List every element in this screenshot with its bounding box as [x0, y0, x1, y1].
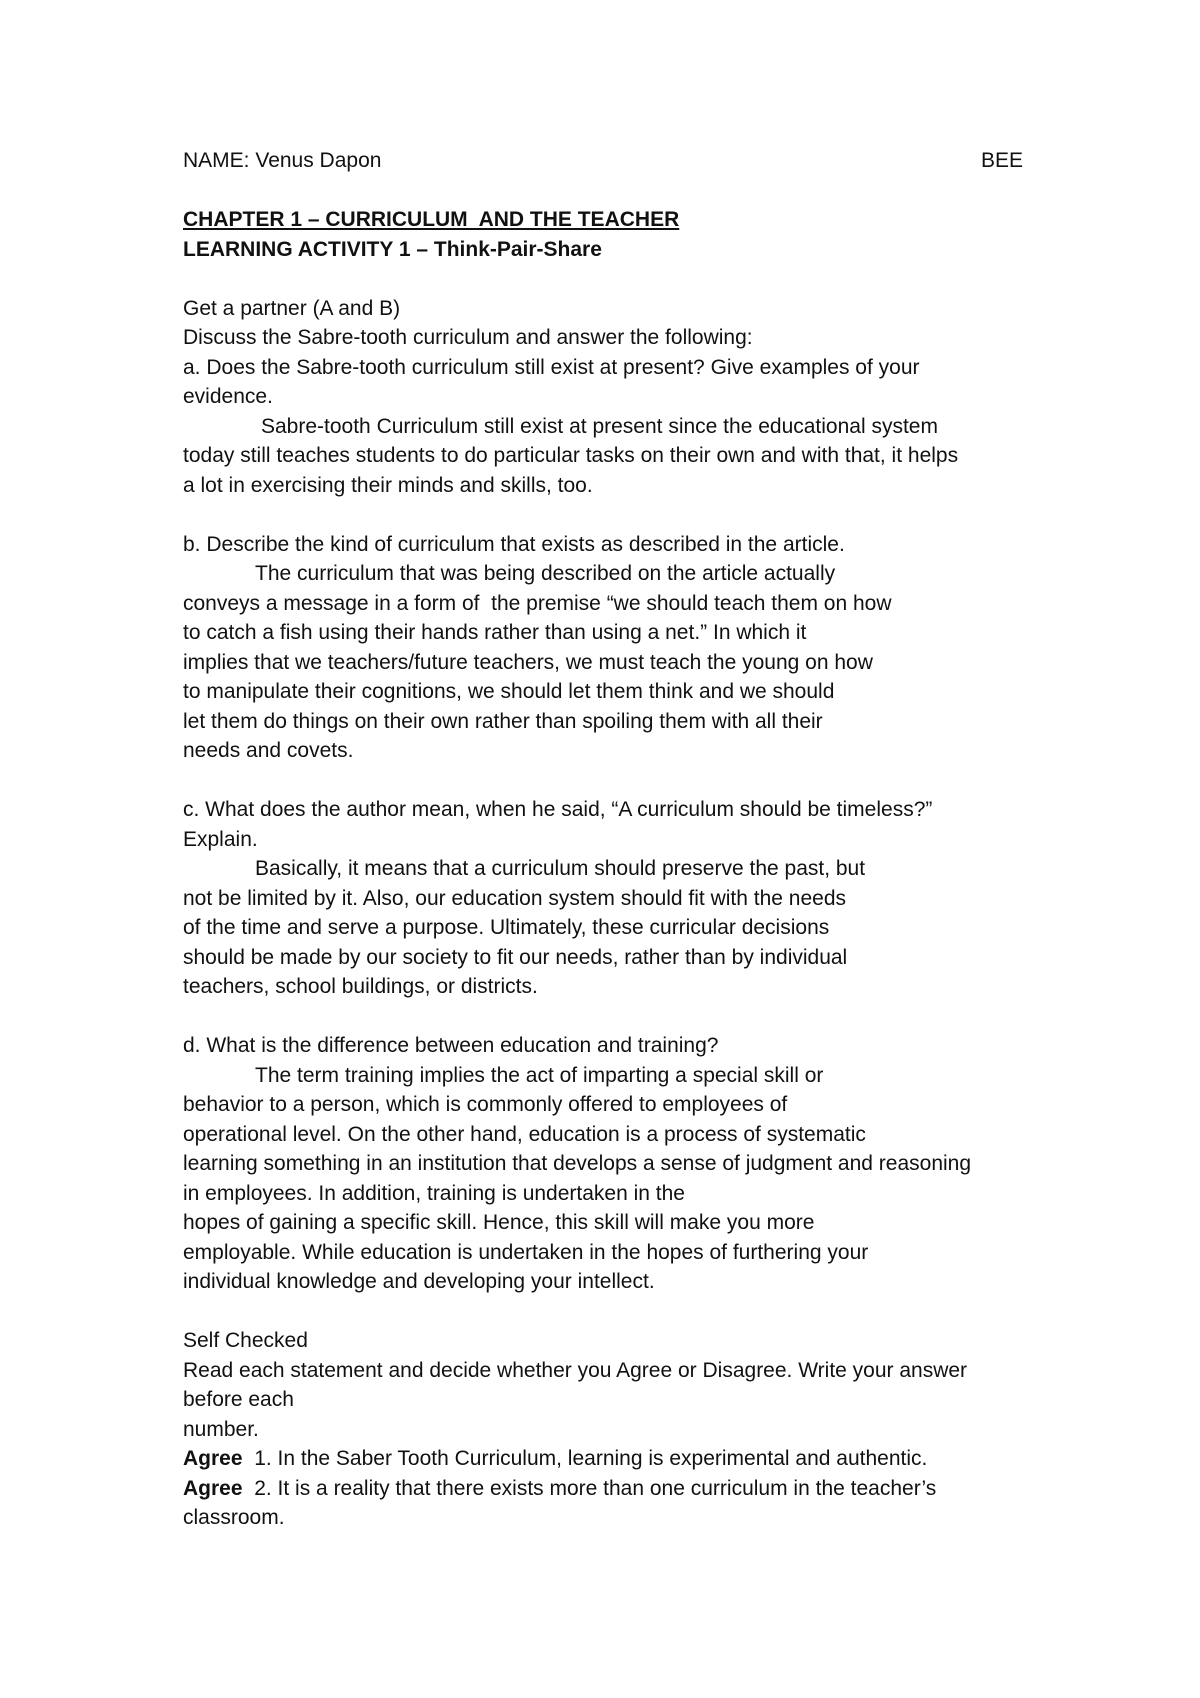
question-line: b. Describe the kind of curriculum that exists as described in the article. [183, 532, 845, 556]
answer-line: Basically, it means that a curriculum should preserve the past, but [255, 857, 866, 880]
instruction-line: before each [183, 1388, 294, 1411]
spacer [183, 766, 1028, 796]
header-row [183, 146, 1023, 176]
document-page [183, 146, 1028, 1533]
spacer [183, 500, 1028, 530]
self-check-item [183, 1444, 1028, 1474]
instruction-line: number. [183, 1417, 259, 1441]
student-name: NAME: Venus Dapon [183, 149, 382, 172]
question-a [183, 353, 1028, 501]
answer-line: conveys a message in a form of the premise “we should teach them on how [183, 591, 892, 615]
question-line: Explain. [183, 827, 258, 851]
answer-line: The curriculum that was being described on the article actually [255, 562, 836, 585]
answer-line: hopes of gaining a specific skill. Hence, this skill will make you more [183, 1211, 815, 1234]
question-c [183, 795, 1028, 1002]
answer-line: needs and covets. [183, 739, 354, 762]
self-check-item [183, 1474, 1028, 1504]
self-check-section [183, 1326, 1028, 1533]
activity-title: LEARNING ACTIVITY 1 – Think-Pair-Share [183, 237, 602, 261]
course-code: BEE [980, 149, 1023, 172]
answer-line: Sabre-tooth Curriculum still exist at present since the educational system [261, 414, 938, 438]
answer-line: teachers, school buildings, or districts. [183, 975, 538, 998]
answer-line: individual knowledge and developing your intellect. [183, 1270, 655, 1293]
answer-line: learning something in an institution that develops a sense of judgment and reasoning [183, 1152, 972, 1175]
answer-agree: Agree [183, 1447, 243, 1470]
answer-line: implies that we teachers/future teachers, we must teach the young on how [183, 650, 873, 674]
question-line: a. Does the Sabre-tooth curriculum still exist at present? Give examples of your [183, 355, 920, 379]
question-line: d. What is the difference between education and training? [183, 1034, 719, 1057]
spacer [183, 1002, 1028, 1032]
statement-text: 2. It is a reality that there exists more than one curriculum in the teacher’s [242, 1476, 937, 1500]
answer-agree: Agree [183, 1476, 243, 1500]
spacer [183, 176, 1028, 206]
answer-line: let them do things on their own rather than spoiling them with all their [183, 709, 823, 733]
intro-line: Get a partner (A and B) [183, 296, 401, 320]
chapter-title: CHAPTER 1 – CURRICULUM AND THE TEACHER [183, 208, 680, 231]
self-check-title: Self Checked [183, 1329, 308, 1352]
answer-line: to manipulate their cognitions, we should let them think and we should [183, 680, 835, 703]
answer-line: today still teaches students to do particular tasks on their own and with that, it helps [183, 444, 959, 467]
instruction-line: Read each statement and decide whether you Agree or Disagree. Write your answer [183, 1358, 968, 1382]
spacer [183, 264, 1028, 294]
answer-line: should be made by our society to fit our needs, rather than by individual [183, 945, 848, 969]
answer-line: The term training implies the act of imparting a special skill or [255, 1063, 824, 1087]
answer-line: behavior to a person, which is commonly offered to employees of [183, 1093, 788, 1116]
question-line: c. What does the author mean, when he said, “A curriculum should be timeless?” [183, 798, 933, 821]
spacer [183, 1297, 1028, 1327]
question-b [183, 530, 1028, 766]
answer-line: in employees. In addition, training is undertaken in the [183, 1181, 685, 1205]
answer-line: to catch a fish using their hands rather than using a net.” In which it [183, 621, 807, 644]
answer-line: of the time and serve a purpose. Ultimately, these curricular decisions [183, 916, 830, 939]
answer-line: a lot in exercising their minds and skills, too. [183, 473, 593, 497]
statement-text: 1. In the Saber Tooth Curriculum, learning is experimental and authentic. [242, 1447, 928, 1470]
answer-line: employable. While education is undertaken in the hopes of furthering your [183, 1240, 869, 1264]
intro-line: Discuss the Sabre-tooth curriculum and answer the following: [183, 326, 753, 349]
answer-line: not be limited by it. Also, our education system should fit with the needs [183, 886, 847, 910]
question-line: evidence. [183, 385, 273, 408]
question-d [183, 1031, 1028, 1297]
answer-line: operational level. On the other hand, education is a process of systematic [183, 1122, 866, 1146]
statement-continuation: classroom. [183, 1506, 285, 1529]
